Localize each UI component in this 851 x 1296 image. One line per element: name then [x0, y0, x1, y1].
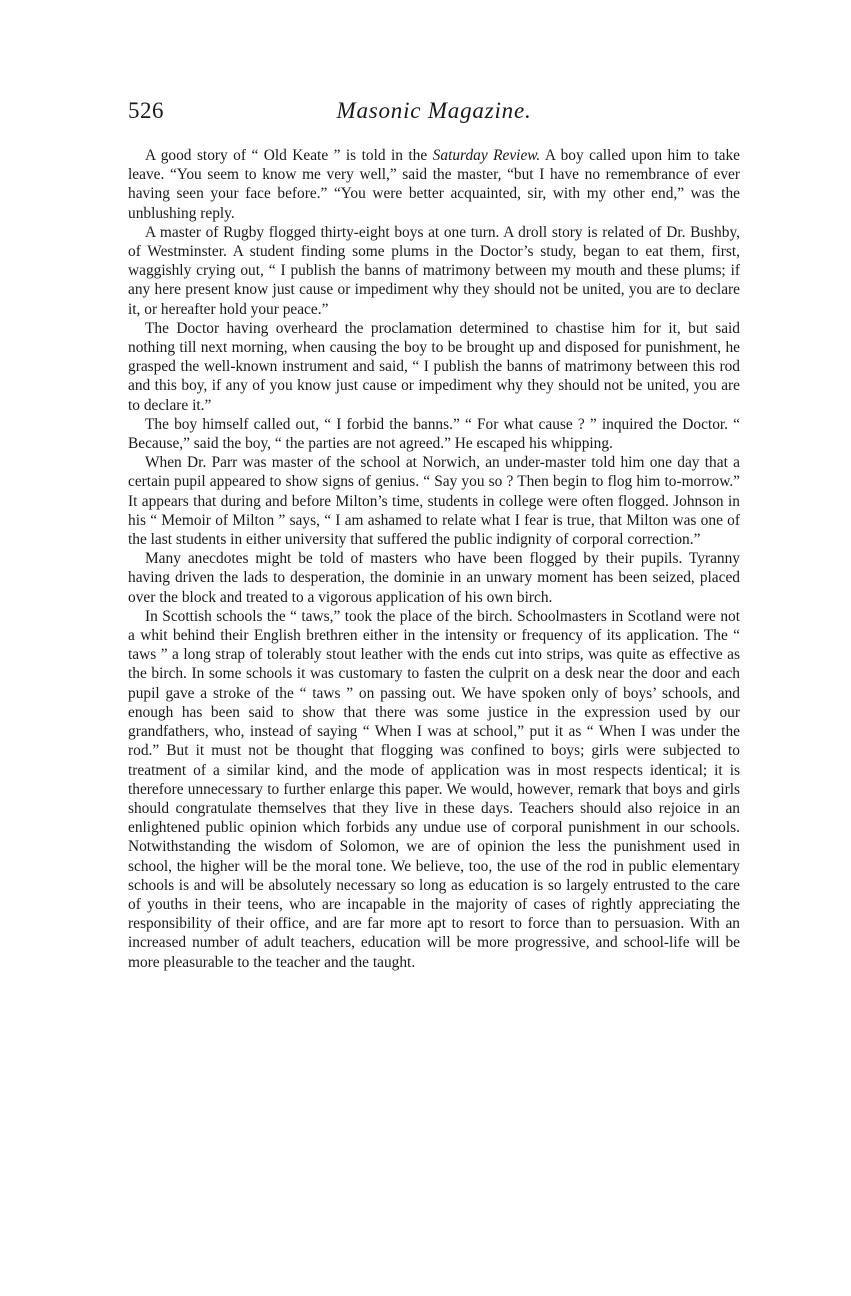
paragraph-doctor: The Doctor having overheard the proclamation determined to chastise him for it, but said nothing till next morning, when causing the boy to be brought up and disposed for punishment, he grasped the well-known instrument and said, “ I publish the banns of matrimony between this rod and this boy, if any of you know just cause or impediment why they should not be united, you are to declare it.”: [128, 319, 740, 414]
journal-title: Masonic Magazine.: [336, 98, 532, 123]
paragraph-keate-after: A boy called upon him to take leave. “You seem to know me very well,” said the master, “but I have no remembrance of ever having seen your face before.” “You were better acquainted, sir, with my other end,” was the unblushing reply.: [128, 147, 740, 222]
paragraph-banns: The boy himself called out, “ I forbid the banns.” “ For what cause ? ” inquired the Doctor. “ Because,” said the boy, “ the parties are not agreed.” He escaped his whipping.: [128, 415, 740, 453]
saturday-review-title: Saturday Review.: [432, 147, 541, 164]
running-head: [128, 98, 740, 134]
paragraph-keate-before: A good story of “ Old Keate ” is told in the: [145, 147, 433, 164]
paragraph-rugby: A master of Rugby flogged thirty-eight boys at one turn. A droll story is related of Dr. Bushby, of Westminster. A student finding some plums in the Doctor’s study, began to eat them, first, waggishly crying out, “ I publish the banns of matrimony between my mouth and these plums; if any here present know just cause or impediment why they should not be united, you are to declare it, or hereafter hold your peace.”: [128, 223, 740, 318]
page-number: 526: [128, 98, 164, 123]
paragraph-anecdotes: Many anecdotes might be told of masters who have been flogged by their pupils. Tyranny having driven the lads to desperation, the dominie in an unwary moment has been seized, placed over the block and treated to a vigorous application of his own birch.: [128, 550, 740, 606]
paragraph-keate: [128, 146, 740, 223]
article-body: [128, 146, 740, 972]
paragraph-parr: When Dr. Parr was master of the school at Norwich, an under-master told him one day that a certain pupil appeared to show signs of genius. “ Say you so ? Then begin to flog him to-morrow.” It appears that during and before Milton’s time, students in college were often flogged. Johnson in his “ Memoir of Milton ” says, “ I am ashamed to relate what I fear is true, that Milton was one of the last students in either university that suffered the public indignity of corporal correction.”: [128, 454, 740, 549]
paragraph-scottish: In Scottish schools the “ taws,” took the place of the birch. Schoolmasters in Scotland were not a whit behind their English brethren either in the intensity or frequency of its application. The “ taws ” a long strap of tolerably stout leather with the ends cut into strips, was quite as effective as the birch. In some schools it was customary to fasten the culprit on a desk near the door and each pupil gave a stroke of the “ taws ” on passing out. We have spoken only of boys’ schools, and enough has been said to show that there was some justice in the expression used by our grandfathers, who, instead of saying “ When I was at school,” put it as “ When I was under the rod.” But it must not be thought that flogging was confined to boys; girls were subjected to treatment of a similar kind, and the mode of application was in most respects identical; it is therefore unnecessary to further enlarge this paper. We would, however, remark that boys and girls should congratulate themselves that they live in these days. Teachers should also rejoice in an enlightened public opinion which forbids any undue use of corporal punishment in our schools. Notwithstanding the wisdom of Solomon, we are of opinion the less the punishment used in school, the higher will be the moral tone. We believe, too, the use of the rod in public elementary schools is and will be absolutely necessary so long as education is so largely entrusted to the care of youths in their teens, who are incapable in the majority of cases of rightly appreciating the responsibility of their office, and are far more apt to resort to force than to persuasion. With an increased number of adult teachers, education will be more progressive, and school-life will be more pleasurable to the teacher and the taught.: [128, 607, 740, 971]
